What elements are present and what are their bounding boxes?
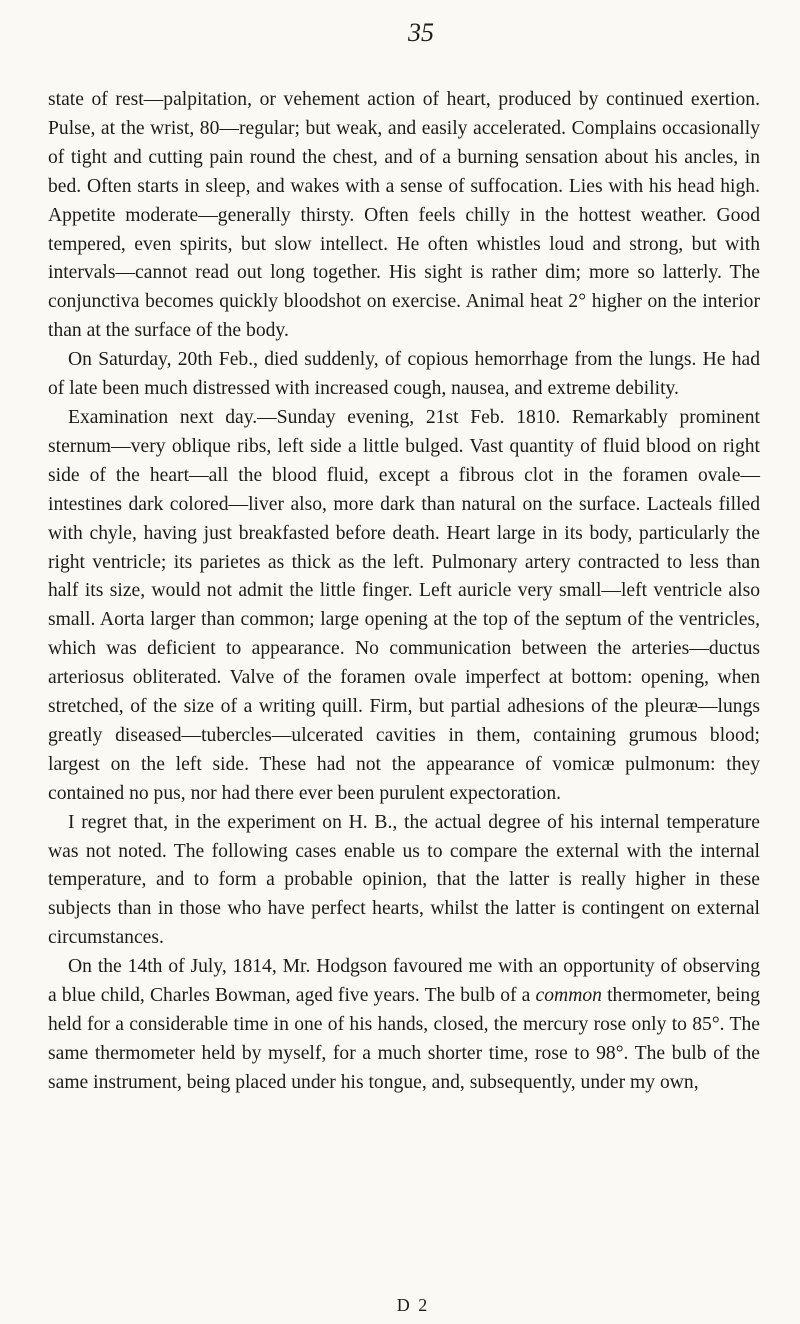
paragraph-hodgson-start: On the 14th of July, 1814, Mr. Hodgson favoured me with an opportunity of observing a blue child, Charles Bowman, aged five years. The bulb of a (48, 956, 760, 1007)
signature-mark: D 2 (396, 1295, 430, 1315)
paragraph-death: On Saturday, 20th Feb., died suddenly, of copious hemorrhage from the lungs. He had of late been much distressed with increased cough, nausea, and extreme debility. (48, 349, 760, 400)
page-number: 35 (408, 18, 434, 47)
italic-word: common (535, 985, 602, 1007)
paragraph-regret: I regret that, in the experiment on H. B., the actual degree of his internal temperature was not noted. The following cases enable us to compare the external with the internal temperature, and to form a probable opinion, that the latter is really higher in these subjects than in those who have perfect hearts, whilst the latter is contingent on external circumstances. (48, 811, 760, 949)
paragraph-hodgson-end: thermometer, being held for a considerable time in one of his hands, closed, the mercury rose only to 85°. The same thermometer held by myself, for a much shorter time, rose to 98°. The bulb of the same instrument, being placed under his tongue, and, subsequently, under my own, (48, 985, 760, 1093)
paragraph-examination: Examination next day.—Sunday evening, 21st Feb. 1810. Remarkably prominent sternum—very oblique ribs, left side a little bulged. Vast quantity of fluid blood on right side of the heart—all the blood fluid, except a fibrous clot in the foramen ovale—intestines dark colored—liver also, more dark than natural on the surface. Lacteals filled with chyle, having just breakfasted before death. Heart large in its body, particularly the right ventricle; its parietes as thick as the left. Pulmonary artery contracted to less than half its size, would not admit the little finger. Left auricle very small—left ventricle also small. Aorta larger than common; large opening at the top of the septum of the ventricles, which was deficient to appearance. No communication between the arteries—ductus arteriosus obliterated. Valve of the foramen ovale imperfect at bottom: opening, when stretched, of the size of a writing quill. Firm, but partial adhesions of the pleuræ—lungs greatly diseased—tubercles—ulcerated cavities in them, containing grumous blood; largest on the left side. These had not the appearance of vomicæ pulmonum: they contained no pus, nor had there ever been purulent expectoration. (48, 406, 760, 804)
paragraph-continued: state of rest—palpitation, or vehement action of heart, produced by continued exertion. Pulse, at the wrist, 80—regular; but weak, and easily accelerated. Complains occasionally of tight and cutting pain round the chest, and of a burning sensation about his ancles, in bed. Often starts in sleep, and wakes with a sense of suffocation. Lies with his head high. Appetite moderate—generally thirsty. Often feels chilly in the hottest weather. Good tempered, even spirits, but slow intellect. He often whistles loud and strong, but with intervals—cannot read out long together. His sight is rather dim; more so latterly. The conjunctiva becomes quickly bloodshot on exercise. Animal heat 2° higher on the interior than at the surface of the body. (48, 89, 760, 342)
paragraph-hodgson (48, 953, 760, 1098)
body-text (48, 86, 760, 1098)
